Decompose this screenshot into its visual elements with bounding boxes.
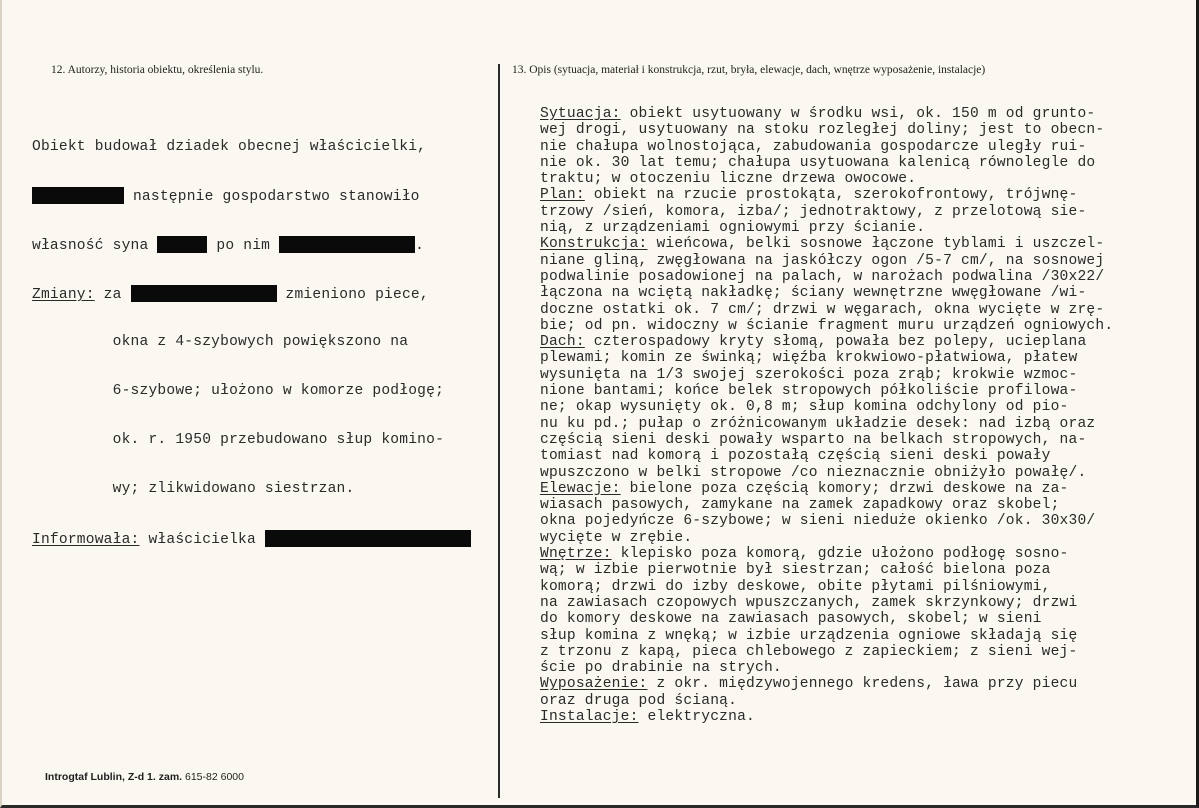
description-line-text: częścią sieni deski powały wsparto na belkach stropowych, na- bbox=[540, 431, 1087, 448]
description-line-text: bielone poza częścią komory; drzwi deskowe na za- bbox=[620, 480, 1069, 497]
history-line-text: 6-szybowe; ułożono w komorze podłogę; bbox=[32, 383, 445, 400]
description-line-text: komorą; drzwi do izby deskowe, obite płytami pilśniowymi, bbox=[540, 578, 1051, 595]
description-line-text: słup komina z wnęką; w izbie urządzenia ogniowe składają się bbox=[540, 627, 1078, 644]
history-line bbox=[32, 139, 471, 155]
description-text bbox=[540, 106, 1113, 725]
description-line-text: ście po drabinie na strych. bbox=[540, 660, 782, 677]
section-13-header: 13. Opis (sytuacja, materiał i konstrukcja, rzut, bryła, elewacje, dach, wnętrze wyposażenie, instalacje) bbox=[512, 64, 986, 76]
history-line-text: okna z 4-szybowych powiększono na bbox=[32, 334, 409, 351]
description-line-text: okna pojedyńcze 6-szybowe; w sieni nieduże okienko /ok. 30x30/ bbox=[540, 513, 1096, 530]
description-line bbox=[540, 644, 1113, 660]
description-line-text: nie ok. 30 lat temu; chałupa usytuowana kalenicą równolegle do bbox=[540, 154, 1096, 171]
description-line-text: traktu; w otoczeniu liczne drzewa owocowe. bbox=[540, 171, 917, 188]
history-line-text: . bbox=[415, 238, 425, 255]
description-line-text: wiasach pasowych, zamykane na zamek zapadkowy oraz skobel; bbox=[540, 497, 1060, 514]
description-line bbox=[540, 709, 1113, 725]
description-line-text: doczne ostatki ok. 7 cm/; drzwi w węgarach, okna wycięte w zrę- bbox=[540, 301, 1105, 318]
history-line-text: zmieniono piece, bbox=[276, 287, 429, 304]
description-line bbox=[540, 693, 1113, 709]
description-line-text: elektryczna. bbox=[638, 708, 755, 725]
history-line-text: właścicielka bbox=[139, 531, 256, 548]
print-number: 615-82 6000 bbox=[185, 771, 244, 783]
description-line-text: wej drogi, usytuowany na stoku rozległej doliny; jest to obecn- bbox=[540, 122, 1105, 139]
description-section-label: Sytuacja: bbox=[540, 106, 621, 122]
history-line-text: po nim bbox=[207, 238, 271, 255]
description-line bbox=[540, 660, 1113, 676]
history-line bbox=[32, 187, 471, 206]
description-line bbox=[540, 530, 1113, 546]
description-line-text: nione bantami; końce belek stropowych półkoliście profilowa- bbox=[540, 383, 1078, 400]
printer-name: Introgtaf Lublin, Z-d 1. zam. bbox=[45, 771, 183, 783]
history-line bbox=[32, 530, 471, 546]
history-line-text: za bbox=[94, 287, 122, 304]
description-line-text: z trzonu z kapą, pieca chlebowego z zapieckiem; z sieni wej- bbox=[540, 643, 1078, 660]
column-divider bbox=[498, 64, 500, 798]
description-line-text: ne; okap wysunięty ok. 0,8 m; słup komina odchylony od pio- bbox=[540, 399, 1069, 416]
history-line-text: własność syna bbox=[32, 238, 149, 255]
history-line bbox=[32, 285, 471, 304]
redaction-bar bbox=[32, 187, 124, 204]
description-line-text: z okr. międzywojennego kredens, ława przy piecu bbox=[647, 676, 1078, 693]
description-line-text: plewami; komin ze świnką; więźba krokwiowo-płatwiowa, płatew bbox=[540, 350, 1078, 367]
description-line bbox=[540, 350, 1113, 366]
description-line bbox=[540, 497, 1113, 513]
description-line bbox=[540, 448, 1113, 464]
description-section-label: Dach: bbox=[540, 334, 585, 351]
description-line bbox=[540, 122, 1113, 138]
section-12-header: 12. Autorzy, historia obiektu, określenia stylu. bbox=[51, 64, 264, 76]
description-line bbox=[540, 579, 1113, 595]
history-line-text: Obiekt budował dziadek obecnej właścicielki, bbox=[32, 138, 427, 155]
description-line-text: nią, z urządzeniami ogniowymi przy ścianie. bbox=[540, 220, 926, 237]
description-line-text: na zawiasach czopowych wpuszczanych, zamek skrzynkowy; drzwi bbox=[540, 594, 1078, 611]
description-line bbox=[540, 611, 1113, 627]
history-line-text: wy; zlikwidowano siestrzan. bbox=[32, 480, 355, 497]
description-line bbox=[540, 595, 1113, 611]
description-line bbox=[540, 399, 1113, 415]
description-line bbox=[540, 155, 1113, 171]
description-line bbox=[540, 253, 1113, 269]
redaction-bar bbox=[265, 530, 471, 547]
description-line-text: nie chałupa wolnostojąca, zabudowania gospodarcze uległy rui- bbox=[540, 138, 1087, 155]
description-line bbox=[540, 318, 1113, 334]
description-section-label: Plan: bbox=[540, 187, 585, 204]
description-line-text: obiekt na rzucie prostokąta, szerokofrontowy, trójwnę- bbox=[584, 187, 1078, 204]
description-line-text: nu ku pd.; pułap o zróżnicowanym układzie desek: nad izbą oraz bbox=[540, 415, 1096, 432]
description-section-label: Instalacje: bbox=[540, 708, 639, 725]
description-line bbox=[540, 481, 1113, 497]
description-line bbox=[540, 269, 1113, 285]
description-line bbox=[540, 302, 1113, 318]
description-line bbox=[540, 106, 1113, 122]
description-line bbox=[540, 432, 1113, 448]
description-line-text: niane gliną, zwęgłowana na jaskółczy ogon /5-7 cm/, na sosnowej bbox=[540, 252, 1105, 269]
description-line bbox=[540, 285, 1113, 301]
description-section-label: Wyposażenie: bbox=[540, 676, 648, 693]
description-line-text: wpuszczono w belki stropowe /co nieznacznie obniżyło powałę/. bbox=[540, 464, 1087, 481]
description-line bbox=[540, 628, 1113, 644]
description-line bbox=[540, 383, 1113, 399]
description-section-label: Wnętrze: bbox=[540, 546, 612, 563]
description-line bbox=[540, 334, 1113, 350]
description-line bbox=[540, 187, 1113, 203]
redaction-bar bbox=[157, 236, 207, 253]
description-line bbox=[540, 416, 1113, 432]
description-line bbox=[540, 676, 1113, 692]
description-line-text: do komory deskowe na zawiasach pasowych, skobel; w sieni bbox=[540, 611, 1042, 628]
informant-label: Informowała: bbox=[32, 531, 140, 548]
description-line bbox=[540, 513, 1113, 529]
history-line bbox=[32, 481, 471, 497]
description-line-text: trzowy /sień, komora, izba/; jednotraktowy, z przelotową sie- bbox=[540, 203, 1087, 220]
description-line-text: klepisko poza komorą, gdzie ułożono podłogę sosno- bbox=[611, 546, 1069, 563]
description-line-text: wycięte w zrębie. bbox=[540, 529, 693, 546]
description-line-text: wieńcowa, belki sosnowe łączone tyblami i uszczel- bbox=[647, 236, 1105, 253]
history-line bbox=[32, 432, 471, 448]
description-line bbox=[540, 171, 1113, 187]
description-line bbox=[540, 236, 1113, 252]
history-line bbox=[32, 236, 471, 255]
description-section-label: Elewacje: bbox=[540, 480, 621, 497]
description-line-text: bie; od pn. widoczny w ścianie fragment muru urządzeń ogniowych. bbox=[540, 317, 1114, 334]
description-section-label: Konstrukcja: bbox=[540, 236, 648, 253]
history-line bbox=[32, 383, 471, 399]
history-line-text: następnie gospodarstwo stanowiło bbox=[124, 189, 420, 206]
description-line bbox=[540, 139, 1113, 155]
description-line bbox=[540, 546, 1113, 562]
redaction-bar bbox=[279, 236, 415, 253]
description-line-text: wą; w izbie pierwotnie był siestrzan; całość bielona poza bbox=[540, 562, 1051, 579]
description-line-text: obiekt usytuowany w środku wsi, ok. 150 m od grunto- bbox=[620, 106, 1096, 122]
description-line bbox=[540, 220, 1113, 236]
description-line-text: tomiast nad komorą i pozostałą częścią sieni deski powały bbox=[540, 448, 1051, 465]
changes-label: Zmiany: bbox=[32, 287, 95, 304]
redaction-bar bbox=[131, 285, 277, 302]
description-line bbox=[540, 465, 1113, 481]
description-line-text: wysunięta na 1/3 swojej szerokości poza zrąb; krokwie wzmoc- bbox=[540, 366, 1078, 383]
printer-imprint bbox=[45, 771, 244, 783]
description-line bbox=[540, 204, 1113, 220]
description-line-text: podwalinie posadowionej na palach, w narożach podwalina /30x22/ bbox=[540, 268, 1105, 285]
history-line-text: ok. r. 1950 przebudowano słup komino- bbox=[32, 431, 445, 448]
history-line bbox=[32, 334, 471, 350]
description-line bbox=[540, 562, 1113, 578]
description-line-text: czterospadowy kryty słomą, powała bez polepy, ucieplana bbox=[584, 334, 1087, 351]
description-line bbox=[540, 367, 1113, 383]
description-line-text: łączona na wciętą nakładkę; ściany wewnętrzne wwęgłowane /wi- bbox=[540, 285, 1087, 302]
description-line-text: oraz druga pod ścianą. bbox=[540, 692, 738, 709]
history-text bbox=[32, 106, 471, 579]
